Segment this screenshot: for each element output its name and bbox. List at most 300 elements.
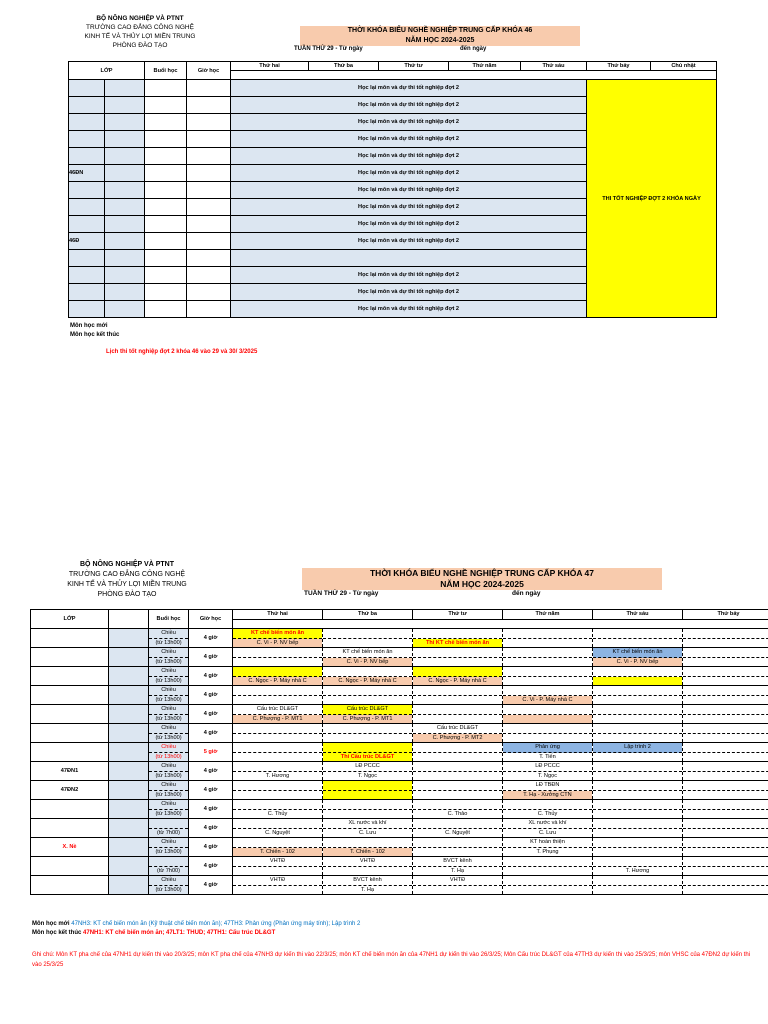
teacher-text [593, 791, 682, 800]
session-cell [145, 199, 187, 216]
schedule-cell [233, 857, 323, 876]
schedule-cell [683, 762, 768, 781]
teacher-text [683, 791, 768, 800]
schedule-cell [683, 800, 768, 819]
subject-text: KT chế biến món ăn [233, 629, 322, 639]
col-header-thu: Thứ năm [503, 610, 593, 620]
class-sub-cell [109, 705, 149, 724]
teacher-text: T. Chiến - 102 [233, 848, 322, 857]
table-row [31, 724, 768, 743]
subject-text: BVCT kênh [413, 857, 502, 867]
schedule-cell [413, 781, 503, 800]
teacher-text [503, 677, 592, 686]
teacher-text: T. Chiến - 102 [323, 848, 412, 857]
table-row [31, 876, 768, 895]
schedule-cell [593, 724, 683, 743]
class-cell [69, 199, 105, 216]
teacher-text [413, 772, 502, 781]
session-cell [145, 216, 187, 233]
teacher-text [683, 734, 768, 743]
session-cell [145, 301, 187, 318]
col-header-blank [109, 610, 149, 629]
session-name: Chiều [149, 629, 188, 639]
teacher-text [683, 848, 768, 857]
subject-text [233, 762, 322, 772]
class-sub-cell [105, 131, 145, 148]
teacher-text [233, 753, 322, 762]
schedule-cell [503, 629, 593, 648]
retake-cell: Học lại môn và dự thi tốt nghiệp đợt 2 [231, 267, 587, 284]
class-sub-cell [105, 284, 145, 301]
class-cell [31, 705, 109, 724]
session-cell [149, 648, 189, 667]
session-name: Chiều [149, 667, 188, 677]
session-cell [149, 857, 189, 876]
schedule-cell [503, 724, 593, 743]
class-sub-cell [105, 165, 145, 182]
subject-text [323, 743, 412, 753]
subject-text [503, 705, 592, 715]
teacher-text: C. Ngọc - P. Máy nhà C [233, 677, 322, 686]
teacher-text [593, 829, 682, 838]
hours-cell: 5 giờ [189, 743, 233, 762]
subject-text [593, 629, 682, 639]
class-cell [31, 686, 109, 705]
class-sub-cell [109, 781, 149, 800]
subject-text [683, 876, 768, 886]
subject-text [683, 648, 768, 658]
teacher-text [593, 677, 682, 686]
subject-text [683, 743, 768, 753]
schedule-cell [593, 800, 683, 819]
subject-text [503, 724, 592, 734]
table-row [31, 667, 768, 686]
class-cell [31, 857, 109, 876]
schedule-cell [413, 876, 503, 895]
class-cell [69, 97, 105, 114]
table-row [31, 838, 768, 857]
hours-cell: 4 giờ [189, 648, 233, 667]
col-header-sat: Thứ bảy [683, 610, 768, 620]
teacher-text: C. Vi - P. Máy nhà C [503, 696, 592, 705]
class-sub-cell [109, 819, 149, 838]
subject-text [593, 667, 682, 677]
session-time: (từ 13h00) [155, 658, 182, 665]
legend-ended-label: Môn học kết thúc [32, 930, 82, 936]
hours-cell: 4 giờ [189, 667, 233, 686]
teacher-text [503, 715, 592, 724]
class-cell [31, 629, 109, 648]
session-cell [149, 876, 189, 895]
class-cell [69, 284, 105, 301]
schedule-cell [503, 667, 593, 686]
legend-new-text: 47NH3: KT chế biến món ăn (Kỹ thuật chế biến món ăn); 47TH3: Phản ứng (Phản ứng máy tính); Lập trình 2 [71, 921, 361, 927]
subject-text [233, 667, 322, 677]
schedule-cell [323, 762, 413, 781]
exam-schedule-note: Lịch thi tốt nghiệp đợt 2 khóa 46 vào 29 và 30/ 3/2025 [106, 349, 258, 355]
school-name-line2: KINH TẾ VÀ THỦY LỢI MIỀN TRUNG [84, 33, 196, 40]
ministry-name: BỘ NÔNG NGHIỆP VÀ PTNT [80, 561, 174, 568]
hours-cell [187, 301, 231, 318]
teacher-text [683, 810, 768, 819]
class-sub-cell [109, 876, 149, 895]
teacher-text: T. Hương [625, 867, 650, 874]
teacher-text [503, 734, 592, 743]
schedule-cell [683, 876, 768, 895]
retake-cell: Học lại môn và dự thi tốt nghiệp đợt 2 [231, 182, 587, 199]
col-header-sun: Chủ nhật [651, 62, 717, 71]
hours-cell [187, 284, 231, 301]
teacher-text: Thi Cấu trúc DL&GT [323, 753, 412, 762]
hours-cell: 4 giờ [189, 838, 233, 857]
teacher-text: C. Vi - P. NV bếp [593, 658, 682, 667]
subject-text: LĐ PCCC [323, 762, 412, 772]
subject-text [413, 800, 502, 810]
subject-text: Phản ứng [503, 743, 592, 753]
session-name: Chiều [149, 724, 188, 734]
class-cell [31, 667, 109, 686]
session-cell [145, 267, 187, 284]
class-cell: 47ĐN1 [31, 762, 109, 781]
subject-text: LĐ PCCC [503, 762, 592, 772]
class-sub-cell [105, 182, 145, 199]
schedule-cell [323, 781, 413, 800]
retake-cell: Học lại môn và dự thi tốt nghiệp đợt 2 [231, 284, 587, 301]
schedule-cell [233, 762, 323, 781]
class-cell [31, 743, 109, 762]
class-cell [69, 114, 105, 131]
session-cell [149, 705, 189, 724]
session-cell [149, 667, 189, 686]
teacher-text [413, 696, 502, 705]
teacher-text [323, 791, 412, 800]
teacher-text: C. Thủy [267, 810, 288, 817]
subject-text [323, 667, 412, 677]
class-cell [69, 131, 105, 148]
schedule-cell [413, 629, 503, 648]
teacher-text: C. Lưu [358, 829, 377, 836]
schedule-cell [503, 705, 593, 724]
subject-text [233, 724, 322, 734]
subject-text: XL nước và khí [503, 819, 592, 829]
teacher-text [593, 886, 682, 895]
subject-text: Lập trình 2 [593, 743, 682, 753]
class-cell [69, 80, 105, 97]
schedule-cell [593, 762, 683, 781]
class-sub-cell [109, 838, 149, 857]
subject-text [233, 838, 322, 848]
class-cell: 46Đ [69, 233, 105, 250]
teacher-text: T. Hạ [450, 867, 465, 874]
subject-text [323, 686, 412, 696]
title-box-2 [302, 568, 662, 590]
session-cell [145, 165, 187, 182]
teacher-text: C. Phượng - P. MT1 [323, 715, 412, 724]
col-header-wed: Thứ tư [379, 62, 449, 71]
teacher-text: T. Phụng [536, 848, 559, 855]
hours-cell: 4 giờ [189, 629, 233, 648]
retake-cell [231, 250, 587, 267]
col-header-sat: Thứ bảy [587, 62, 651, 71]
retake-cell: Học lại môn và dự thi tốt nghiệp đợt 2 [231, 148, 587, 165]
retake-cell: Học lại môn và dự thi tốt nghiệp đợt 2 [231, 216, 587, 233]
teacher-text: C. Nguyệt [265, 829, 290, 836]
col-header-wed: Thứ tư [413, 610, 503, 620]
schedule-cell [593, 819, 683, 838]
teacher-text: T. Ngọc [358, 772, 377, 779]
subject-text: Cấu trúc DL&GT [233, 705, 322, 715]
subject-text [683, 857, 768, 867]
subject-text [413, 667, 502, 677]
session-cell [145, 233, 187, 250]
class-cell [69, 216, 105, 233]
schedule-cell [233, 705, 323, 724]
class-sub-cell [109, 667, 149, 686]
teacher-text [233, 867, 322, 876]
schedule-cell [593, 648, 683, 667]
table-row [31, 781, 768, 800]
subject-text: Cấu trúc DL&GT [413, 724, 502, 734]
session-name: Chiều [149, 876, 188, 886]
col-header-thu: Thứ năm [449, 62, 521, 71]
schedule-cell [593, 876, 683, 895]
teacher-text [233, 658, 322, 667]
col-header-fri: Thứ sáu [521, 62, 587, 71]
schedule-cell [323, 724, 413, 743]
subject-text [323, 800, 412, 810]
teacher-text [503, 639, 592, 648]
teacher-text [323, 639, 412, 648]
subject-text: BVCT kênh [323, 876, 412, 886]
subject-text [233, 686, 322, 696]
schedule-cell [323, 838, 413, 857]
subject-text [413, 838, 502, 848]
subject-text [683, 800, 768, 810]
schedule-cell [323, 686, 413, 705]
class-sub-cell [105, 97, 145, 114]
class-cell [69, 301, 105, 318]
schedule-cell [413, 686, 503, 705]
class-sub-cell [109, 648, 149, 667]
teacher-text [233, 886, 322, 895]
teacher-text [413, 753, 502, 762]
teacher-text: T. Hạ [360, 886, 375, 893]
subject-text [323, 781, 412, 791]
session-time: (từ 13h00) [155, 810, 182, 817]
schedule-cell [593, 743, 683, 762]
subject-text: VHTĐ [233, 857, 322, 867]
schedule-cell [413, 667, 503, 686]
subject-text [233, 800, 322, 810]
class-cell [69, 267, 105, 284]
schedule-cell [323, 705, 413, 724]
graduation-exam-cell: THI TỐT NGHIỆP ĐỢT 2 KHÓA NGÀY [587, 80, 717, 318]
subject-text [323, 629, 412, 639]
school-year: NĂM HỌC 2024-2025 [440, 579, 524, 589]
subject-text: KT chế biến món ăn [593, 648, 682, 658]
schedule-cell [593, 667, 683, 686]
class-cell: X. Nề [31, 838, 109, 857]
table-row [31, 819, 768, 838]
schedule-cell [323, 800, 413, 819]
schedule-cell [413, 648, 503, 667]
teacher-text [323, 810, 412, 819]
subject-text [683, 781, 768, 791]
hours-cell [187, 165, 231, 182]
week-to-label: đến ngày [512, 590, 541, 597]
session-time: (từ 13h00) [155, 848, 182, 855]
session-time: (từ 7h00) [157, 829, 181, 836]
class-sub-cell [105, 250, 145, 267]
class-sub-cell [105, 216, 145, 233]
schedule-cell [683, 667, 768, 686]
subject-text [593, 857, 682, 867]
teacher-text [233, 791, 322, 800]
hours-cell [187, 250, 231, 267]
legend-ended-text: 47NH1: KT chế biến món ăn; 47LT1: THUD; 47TH1: Cấu trúc DL&GT [83, 930, 276, 936]
schedule-cell [683, 629, 768, 648]
schedule-cell [683, 724, 768, 743]
col-header-mon: Thứ hai [231, 62, 309, 71]
subject-text [413, 705, 502, 715]
schedule-cell [323, 857, 413, 876]
session-name: Chiều [149, 781, 188, 791]
teacher-text: C. Phượng - P. MT2 [413, 734, 502, 743]
subject-text [593, 724, 682, 734]
schedule-cell [323, 648, 413, 667]
subject-text [593, 762, 682, 772]
teacher-text [413, 791, 502, 800]
teacher-text [503, 658, 592, 667]
schedule-cell [413, 724, 503, 743]
class-sub-cell [109, 762, 149, 781]
schedule-cell [413, 762, 503, 781]
subject-text [413, 648, 502, 658]
teacher-text: C. Ngọc - P. Máy nhà C [323, 677, 412, 686]
header-row [31, 610, 768, 620]
class-sub-cell [109, 629, 149, 648]
table-row [31, 686, 768, 705]
schedule-cell [503, 819, 593, 838]
teacher-text [683, 886, 768, 895]
schedule-cell [413, 800, 503, 819]
schedule-cell [683, 838, 768, 857]
schedule-cell [503, 686, 593, 705]
teacher-text: T. Hạ - Xưởng CTN [503, 791, 592, 800]
session-name: Chiều [149, 800, 188, 810]
hours-cell: 4 giờ [189, 724, 233, 743]
session-cell [149, 838, 189, 857]
retake-cell: Học lại môn và dự thi tốt nghiệp đợt 2 [231, 199, 587, 216]
retake-cell: Học lại môn và dự thi tốt nghiệp đợt 2 [231, 301, 587, 318]
schedule-cell [593, 686, 683, 705]
teacher-text: C. Thảo [447, 810, 468, 817]
class-cell [31, 800, 109, 819]
schedule-cell [503, 743, 593, 762]
session-cell [145, 80, 187, 97]
class-sub-cell [105, 233, 145, 250]
school-year: NĂM HỌC 2024-2025 [405, 37, 475, 44]
session-name: Chiều [149, 743, 188, 753]
subject-text [683, 724, 768, 734]
class-sub-cell [105, 267, 145, 284]
subject-text [683, 667, 768, 677]
teacher-text [683, 696, 768, 705]
page-title: THỜI KHÓA BIỂU NGHỀ NGHIỆP TRUNG CẤP KHÓA 47 [369, 568, 595, 578]
teacher-text: C. Nguyệt [445, 829, 470, 836]
schedule-cell [683, 781, 768, 800]
class-cell [69, 182, 105, 199]
schedule-cell [593, 838, 683, 857]
table-row [31, 648, 768, 667]
page-title: THỜI KHÓA BIỂU NGHỀ NGHIỆP TRUNG CẤP KHÓA 46 [347, 27, 533, 34]
table-row [31, 743, 768, 762]
schedule-cell [233, 819, 323, 838]
hours-cell [187, 97, 231, 114]
schedule-cell [503, 762, 593, 781]
teacher-text [503, 886, 592, 895]
hours-cell: 4 giờ [189, 705, 233, 724]
session-name [149, 819, 188, 829]
col-header-session: Buổi học [145, 62, 187, 80]
subject-text [323, 838, 412, 848]
class-cell: 47ĐN2 [31, 781, 109, 800]
schedule-cell [503, 800, 593, 819]
teacher-text: C. Vi - P. NV bếp [323, 658, 412, 667]
teacher-text: T. Tiến [539, 753, 556, 760]
subject-text [233, 648, 322, 658]
legend-new-subject: Môn học mới [70, 323, 108, 329]
teacher-text [593, 810, 682, 819]
teacher-text [413, 886, 502, 895]
school-name-line1: TRƯỜNG CAO ĐẲNG CÔNG NGHỆ [68, 571, 186, 578]
session-cell [145, 131, 187, 148]
title-box-1 [300, 26, 580, 46]
session-name: Chiều [149, 838, 188, 848]
teacher-text [323, 696, 412, 705]
schedule-cell [233, 667, 323, 686]
hours-cell [187, 80, 231, 97]
legend-ended-subject: Môn học kết thúc [70, 332, 120, 338]
schedule-cell [593, 629, 683, 648]
teacher-text [683, 639, 768, 648]
col-header-class: LỚP [31, 610, 109, 629]
subject-text [413, 762, 502, 772]
schedule-cell [683, 705, 768, 724]
teacher-text [413, 715, 502, 724]
table-row [69, 80, 717, 97]
teacher-text: C. Ngọc - P. Máy nhà C [413, 677, 502, 686]
teacher-text [323, 734, 412, 743]
retake-cell: Học lại môn và dự thi tốt nghiệp đợt 2 [231, 97, 587, 114]
class-cell: 46ĐN [69, 165, 105, 182]
teacher-text [683, 772, 768, 781]
subject-text [683, 838, 768, 848]
schedule-cell [503, 781, 593, 800]
schedule-cell [323, 743, 413, 762]
session-name [149, 857, 188, 867]
session-cell [149, 743, 189, 762]
session-time: (từ 13h00) [155, 639, 182, 646]
subject-text [503, 648, 592, 658]
class-sub-cell [109, 743, 149, 762]
schedule-cell [413, 838, 503, 857]
session-cell [149, 762, 189, 781]
subject-text [233, 781, 322, 791]
teacher-text [233, 734, 322, 743]
teacher-text [503, 867, 592, 876]
ministry-header-1 [60, 14, 220, 50]
